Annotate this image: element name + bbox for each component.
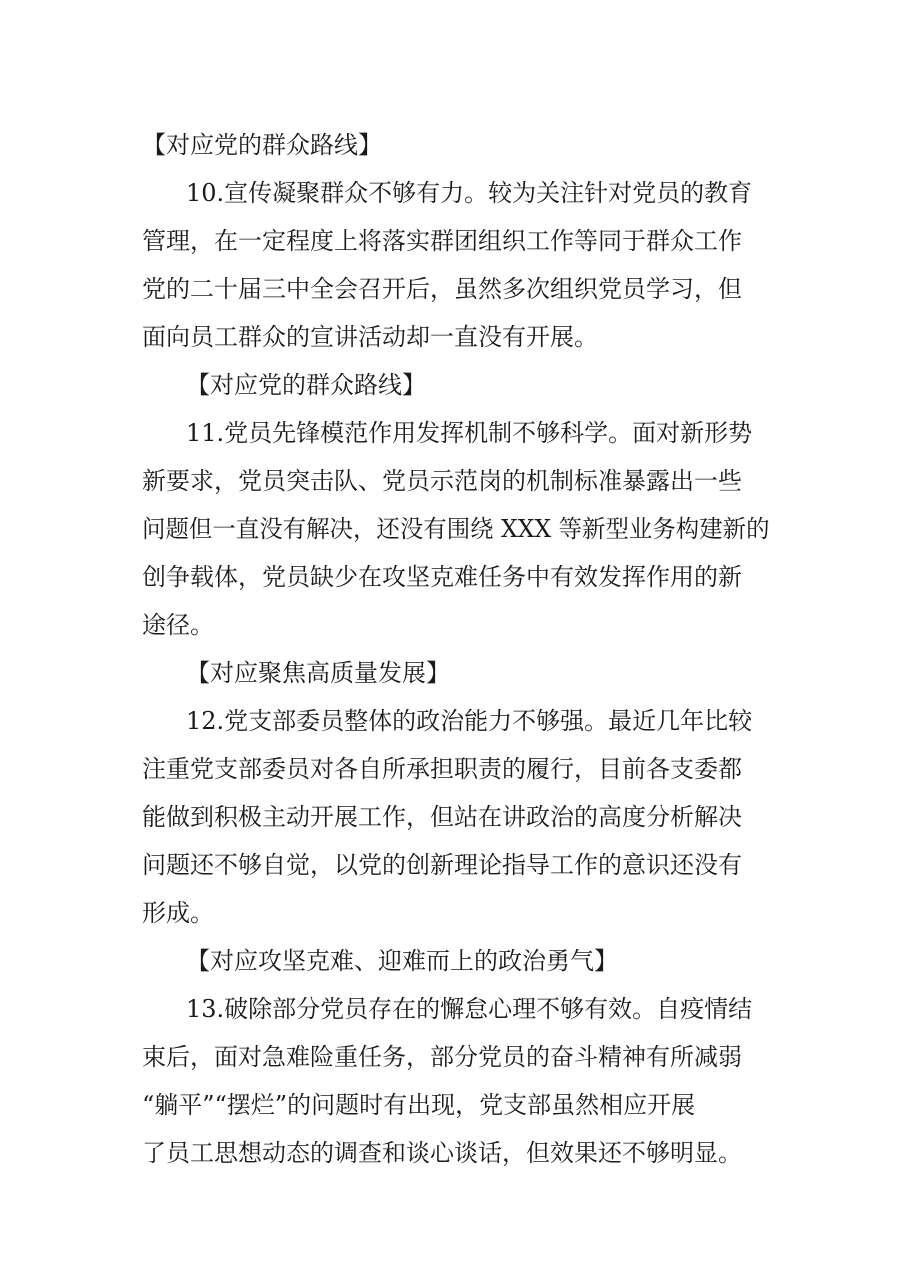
paragraph-line: 途径。 — [142, 611, 214, 639]
paragraph-line: 形成。 — [142, 899, 214, 927]
paragraph-line: 问题还不够自觉，以党的创新理论指导工作的意识还没有 — [142, 851, 742, 879]
paragraph-line: 创争载体，党员缺少在攻坚克难任务中有效发挥作用的新 — [142, 563, 742, 591]
paragraph-line: 面向员工群众的宣讲活动却一直没有开展。 — [142, 323, 598, 351]
section-heading: 【对应党的群众路线】 — [142, 131, 382, 159]
paragraph-line: “躺平”“摆烂”的问题时有出现，党支部虽然相应开展 — [142, 1091, 696, 1119]
paragraph-line: 新要求，党员突击队、党员示范岗的机制标准暴露出一些 — [142, 467, 742, 495]
paragraph-line: 了员工思想动态的调查和谈心谈话，但效果还不够明显。 — [142, 1139, 742, 1167]
paragraph-line: 13.破除部分党员存在的懈怠心理不够有效。自疫情结 — [186, 995, 753, 1023]
paragraph-line: 10.宣传凝聚群众不够有力。较为关注针对党员的教育 — [186, 179, 753, 207]
paragraph-line: 问题但一直没有解决，还没有围绕 XXX 等新型业务构建新的 — [142, 515, 770, 543]
paragraph-line: 12.党支部委员整体的政治能力不够强。最近几年比较 — [186, 707, 753, 735]
paragraph-line: 管理，在一定程度上将落实群团组织工作等同于群众工作 — [142, 227, 742, 255]
section-heading: 【对应党的群众路线】 — [186, 371, 426, 399]
paragraph-line: 党的二十届三中全会召开后，虽然多次组织党员学习，但 — [142, 275, 742, 303]
paragraph-line: 11.党员先锋模范作用发挥机制不够科学。面对新形势 — [186, 419, 753, 447]
paragraph-line: 能做到积极主动开展工作，但站在讲政治的高度分析解决 — [142, 803, 742, 831]
paragraph-line: 注重党支部委员对各自所承担职责的履行，目前各支委都 — [142, 755, 742, 783]
section-heading: 【对应攻坚克难、迎难而上的政治勇气】 — [186, 947, 618, 975]
section-heading: 【对应聚焦高质量发展】 — [186, 659, 450, 687]
paragraph-line: 束后，面对急难险重任务，部分党员的奋斗精神有所减弱 — [142, 1043, 742, 1071]
